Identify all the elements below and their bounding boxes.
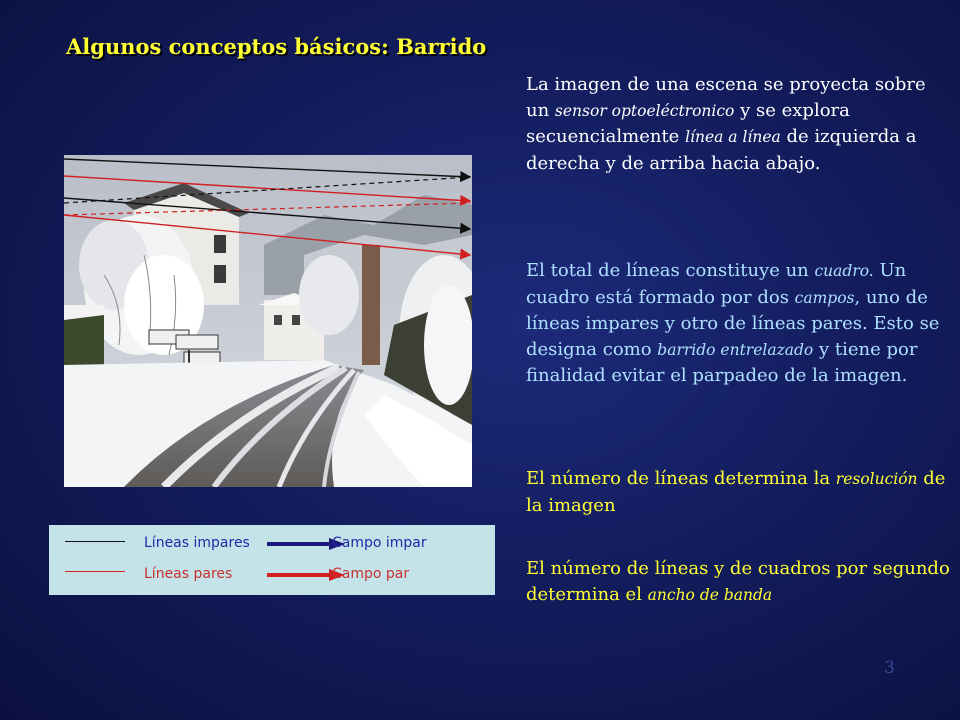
legend-odd-field: Campo impar — [332, 535, 427, 551]
odd-line-sample — [65, 541, 125, 542]
legend-even-field: Campo par — [332, 566, 410, 582]
tower — [362, 245, 380, 365]
legend-box — [49, 525, 495, 595]
even-line-sample — [65, 571, 125, 572]
snowy-street-photo — [64, 155, 472, 487]
page-number: 3 — [884, 658, 895, 678]
paragraph-resolution: El número de líneas determina la resolución de la imagen — [526, 468, 946, 516]
paragraph-scan-description: La imagen de una escena se proyecta sobre un sensor optoeléctronico y se explora secuencialmente línea a línea de izquierda a derecha y de arriba hacia abajo. — [526, 74, 926, 174]
paragraph-interlaced: El total de líneas constituye un cuadro. Un cuadro está formado por dos campos, uno de líneas impares y otro de líneas pares. Esto se designa como barrido entrelazado y tiene por finalidad evitar el parpadeo de la imagen. — [526, 260, 940, 386]
scan-illustration — [64, 155, 472, 487]
legend-even-lines: Líneas pares — [144, 566, 233, 582]
slide-title: Algunos conceptos básicos: Barrido — [66, 34, 487, 59]
paragraph-bandwidth: El número de líneas y de cuadros por segundo determina el ancho de banda — [526, 558, 950, 605]
legend-odd-lines: Líneas impares — [144, 535, 250, 551]
